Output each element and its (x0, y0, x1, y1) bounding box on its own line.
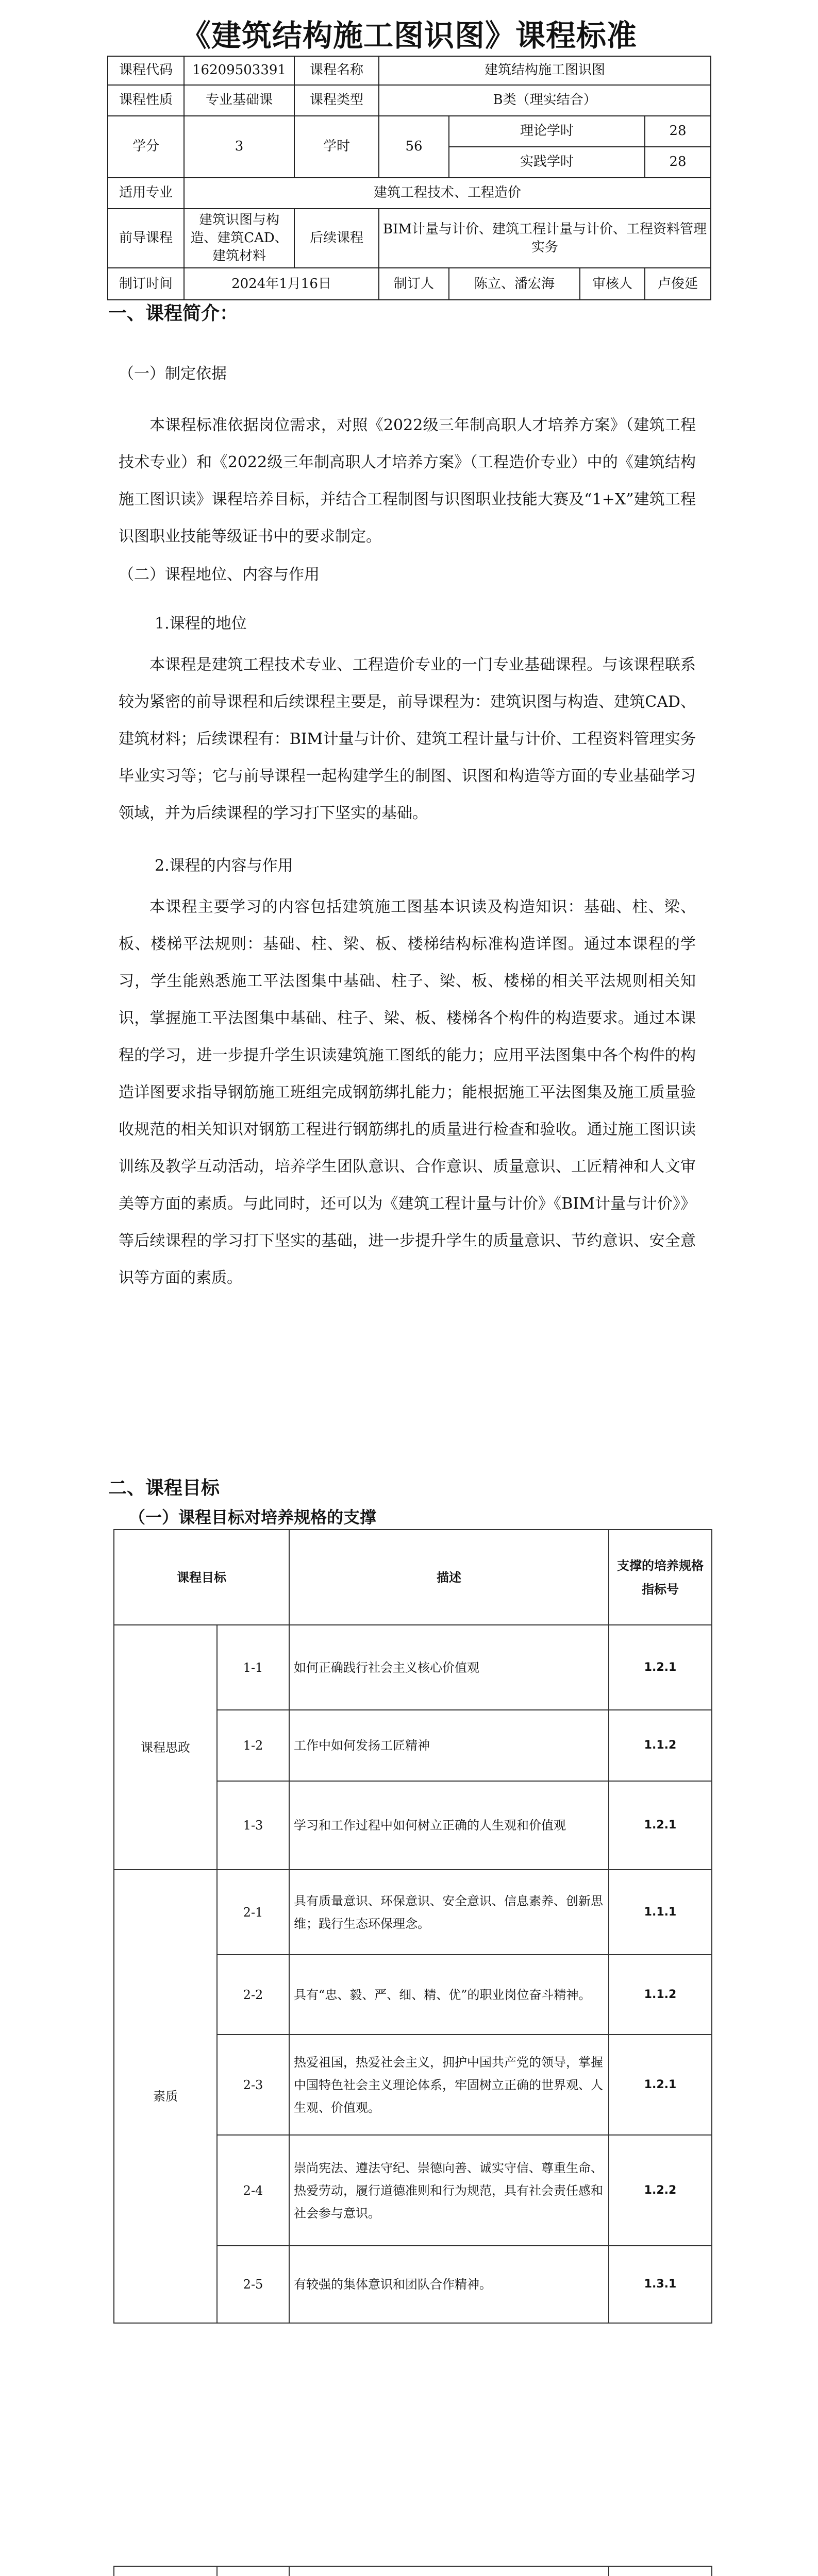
goal-code: 2-2 (217, 1955, 289, 2035)
goal-row (114, 1625, 712, 1710)
goal-code: 2-4 (217, 2135, 289, 2246)
course-code-label: 课程代码 (108, 56, 184, 85)
goal-code (217, 2566, 289, 2576)
goal-index: 1.2.1 (609, 1781, 712, 1870)
course-type-value: B类（理实结合） (379, 85, 711, 116)
major-value: 建筑工程技术、工程造价 (184, 178, 711, 209)
credits-label: 学分 (108, 116, 184, 178)
goal-description: 学习和工作过程中如何树立正确的人生观和价值观 (289, 1781, 609, 1870)
goal-index: 1.1.1 (609, 1870, 712, 1955)
goal-index: 1.1.2 (609, 1955, 712, 2035)
date-label: 制订时间 (108, 268, 184, 300)
goal-description: 具有“忠、毅、严、细、精、优”的职业岗位奋斗精神。 (289, 1955, 609, 2035)
subsection-basis-heading: （一）制定依据 (119, 365, 227, 383)
credits-value: 3 (184, 116, 294, 178)
goal-description: 工作中如何发扬工匠精神 (289, 1710, 609, 1781)
basis-paragraph: 本课程标准依据岗位需求，对照《2022级三年制高职人才培养方案》（建筑工程技术专业）和《2022级三年制高职人才培养方案》（工程造价专业）中的《建筑结构施工图识读》课程培养目标，并结合工程制图与识图职业技能大赛及“1+X”建筑工程识图职业技能等级证书中的要求制定。 (119, 416, 696, 546)
goal-code: 2-5 (217, 2246, 289, 2323)
goal-row (114, 2566, 712, 2576)
maker-label: 制订人 (379, 268, 449, 300)
goal-category: 课程思政 (114, 1625, 217, 1870)
goal-code: 2-3 (217, 2035, 289, 2135)
goal-code: 2-1 (217, 1870, 289, 1955)
course-position-paragraph: 本课程是建筑工程技术专业、工程造价专业的一门专业基础课程。与该课程联系较为紧密的前导课程和后续课程主要是，前导课程为：建筑识图与构造、建筑CAD、建筑材料；后续课程有：BIM计量与计价、建筑工程计量与计价、工程资料管理实务毕业实习等；它与前导课程一起构建学生的制图、识图和构造等方面的专业基础学习领域，并为后续课程的学习打下坚实的基础。 (119, 656, 696, 822)
course-nature-label: 课程性质 (108, 85, 184, 116)
course-code-value: 16209503391 (184, 56, 294, 85)
goals-table-title: （一）课程目标对培养规格的支撑 (129, 1507, 377, 1527)
major-label: 适用专业 (108, 178, 184, 209)
goal-index: 1.2.2 (609, 2135, 712, 2246)
goals-header-target: 课程目标 (114, 1530, 289, 1625)
goals-table-part-1 (113, 1529, 712, 2324)
goal-code: 1-1 (217, 1625, 289, 1710)
goal-description: 有较强的集体意识和团队合作精神。 (289, 2246, 609, 2323)
document-title: 《建筑结构施工图识图》课程标准 (180, 18, 637, 53)
course-content-paragraph: 本课程主要学习的内容包括建筑施工图基本识读及构造知识：基础、柱、梁、板、楼梯平法规则：基础、柱、梁、板、楼梯结构标准构造详图。通过本课程的学习，学生能熟悉施工平法图集中基础、柱子、梁、板、楼梯的相关平法规则相关知识，掌握施工平法图集中基础、柱子、梁、板、楼梯各个构件的构造要求。通过本课程的学习，进一步提升学生识读建筑施工图纸的能力；应用平法图集中各个构件的构造详图要求指导钢筋施工班组完成钢筋绑扎能力；能根据施工平法图集及施工质量验收规范的相关知识对钢筋工程进行钢筋绑扎的质量进行检查和验收。通过施工图识读训练及教学互动活动，培养学生团队意识、合作意识、质量意识、工匠精神和人文审美等方面的素质。与此同时，还可以为《建筑工程计量与计价》《BIM计量与计价》》等后续课程的学习打下坚实的基础，进一步提升学生的质量意识、节约意识、安全意识等方面的素质。 (119, 898, 696, 1287)
goal-index: 1.1.2 (609, 1710, 712, 1781)
section-1-heading: 一、课程简介： (108, 303, 239, 324)
goals-header-desc: 描述 (289, 1530, 609, 1625)
goal-index: 1.2.1 (609, 1625, 712, 1710)
reviewer-label: 审核人 (580, 268, 645, 300)
course-type-label: 课程类型 (294, 85, 379, 116)
post-course-label: 后续课程 (294, 209, 379, 268)
practice-hours-value: 28 (645, 147, 711, 178)
theory-hours-label: 理论学时 (449, 116, 645, 147)
hours-label: 学时 (294, 116, 379, 178)
goals-header-index: 支撑的培养规格指标号 (609, 1530, 712, 1625)
goal-index: 1.2.1 (609, 2035, 712, 2135)
course-name-label: 课程名称 (294, 56, 379, 85)
post-course-value: BIM计量与计价、建筑工程计量与计价、工程资料管理实务 (379, 209, 711, 268)
date-value: 2024年1月16日 (184, 268, 379, 300)
course-position-heading: 1.课程的地位 (155, 615, 247, 633)
goal-row (114, 1870, 712, 1955)
goal-description: 具有质量意识、环保意识、安全意识、信息素养、创新思维；践行生态环保理念。 (289, 1870, 609, 1955)
maker-value: 陈立、潘宏海 (449, 268, 580, 300)
goal-index: 1.3.1 (609, 2246, 712, 2323)
goal-description: 崇尚宪法、遵法守纪、崇德向善、诚实守信、尊重生命、热爱劳动，履行道德准则和行为规范，具有社会责任感和社会参与意识。 (289, 2135, 609, 2246)
hours-value: 56 (379, 116, 449, 178)
reviewer-value: 卢俊延 (645, 268, 711, 300)
course-content-heading: 2.课程的内容与作用 (155, 857, 293, 875)
goal-description: 热爱祖国，热爱社会主义，拥护中国共产党的领导，掌握中国特色社会主义理论体系，牢固树立正确的世界观、人生观、价值观。 (289, 2035, 609, 2135)
course-info-table (107, 56, 711, 300)
section-2-heading: 二、课程目标 (108, 1478, 220, 1499)
pre-course-label: 前导课程 (108, 209, 184, 268)
practice-hours-label: 实践学时 (449, 147, 645, 178)
pre-course-value: 建筑识图与构造、建筑CAD、建筑材料 (184, 209, 294, 268)
course-nature-value: 专业基础课 (184, 85, 294, 116)
course-name-value: 建筑结构施工图识图 (379, 56, 711, 85)
goal-description: 如何正确践行社会主义核心价值观 (289, 1625, 609, 1710)
goal-code: 1-2 (217, 1710, 289, 1781)
goals-table-part-2 (113, 2566, 712, 2576)
theory-hours-value: 28 (645, 116, 711, 147)
subsection-position-heading: （二）课程地位、内容与作用 (119, 566, 320, 584)
goal-index (609, 2566, 712, 2576)
goal-description (289, 2566, 609, 2576)
goal-category: 素质 (114, 1870, 217, 2323)
goal-category (114, 2566, 217, 2576)
goal-code: 1-3 (217, 1781, 289, 1870)
